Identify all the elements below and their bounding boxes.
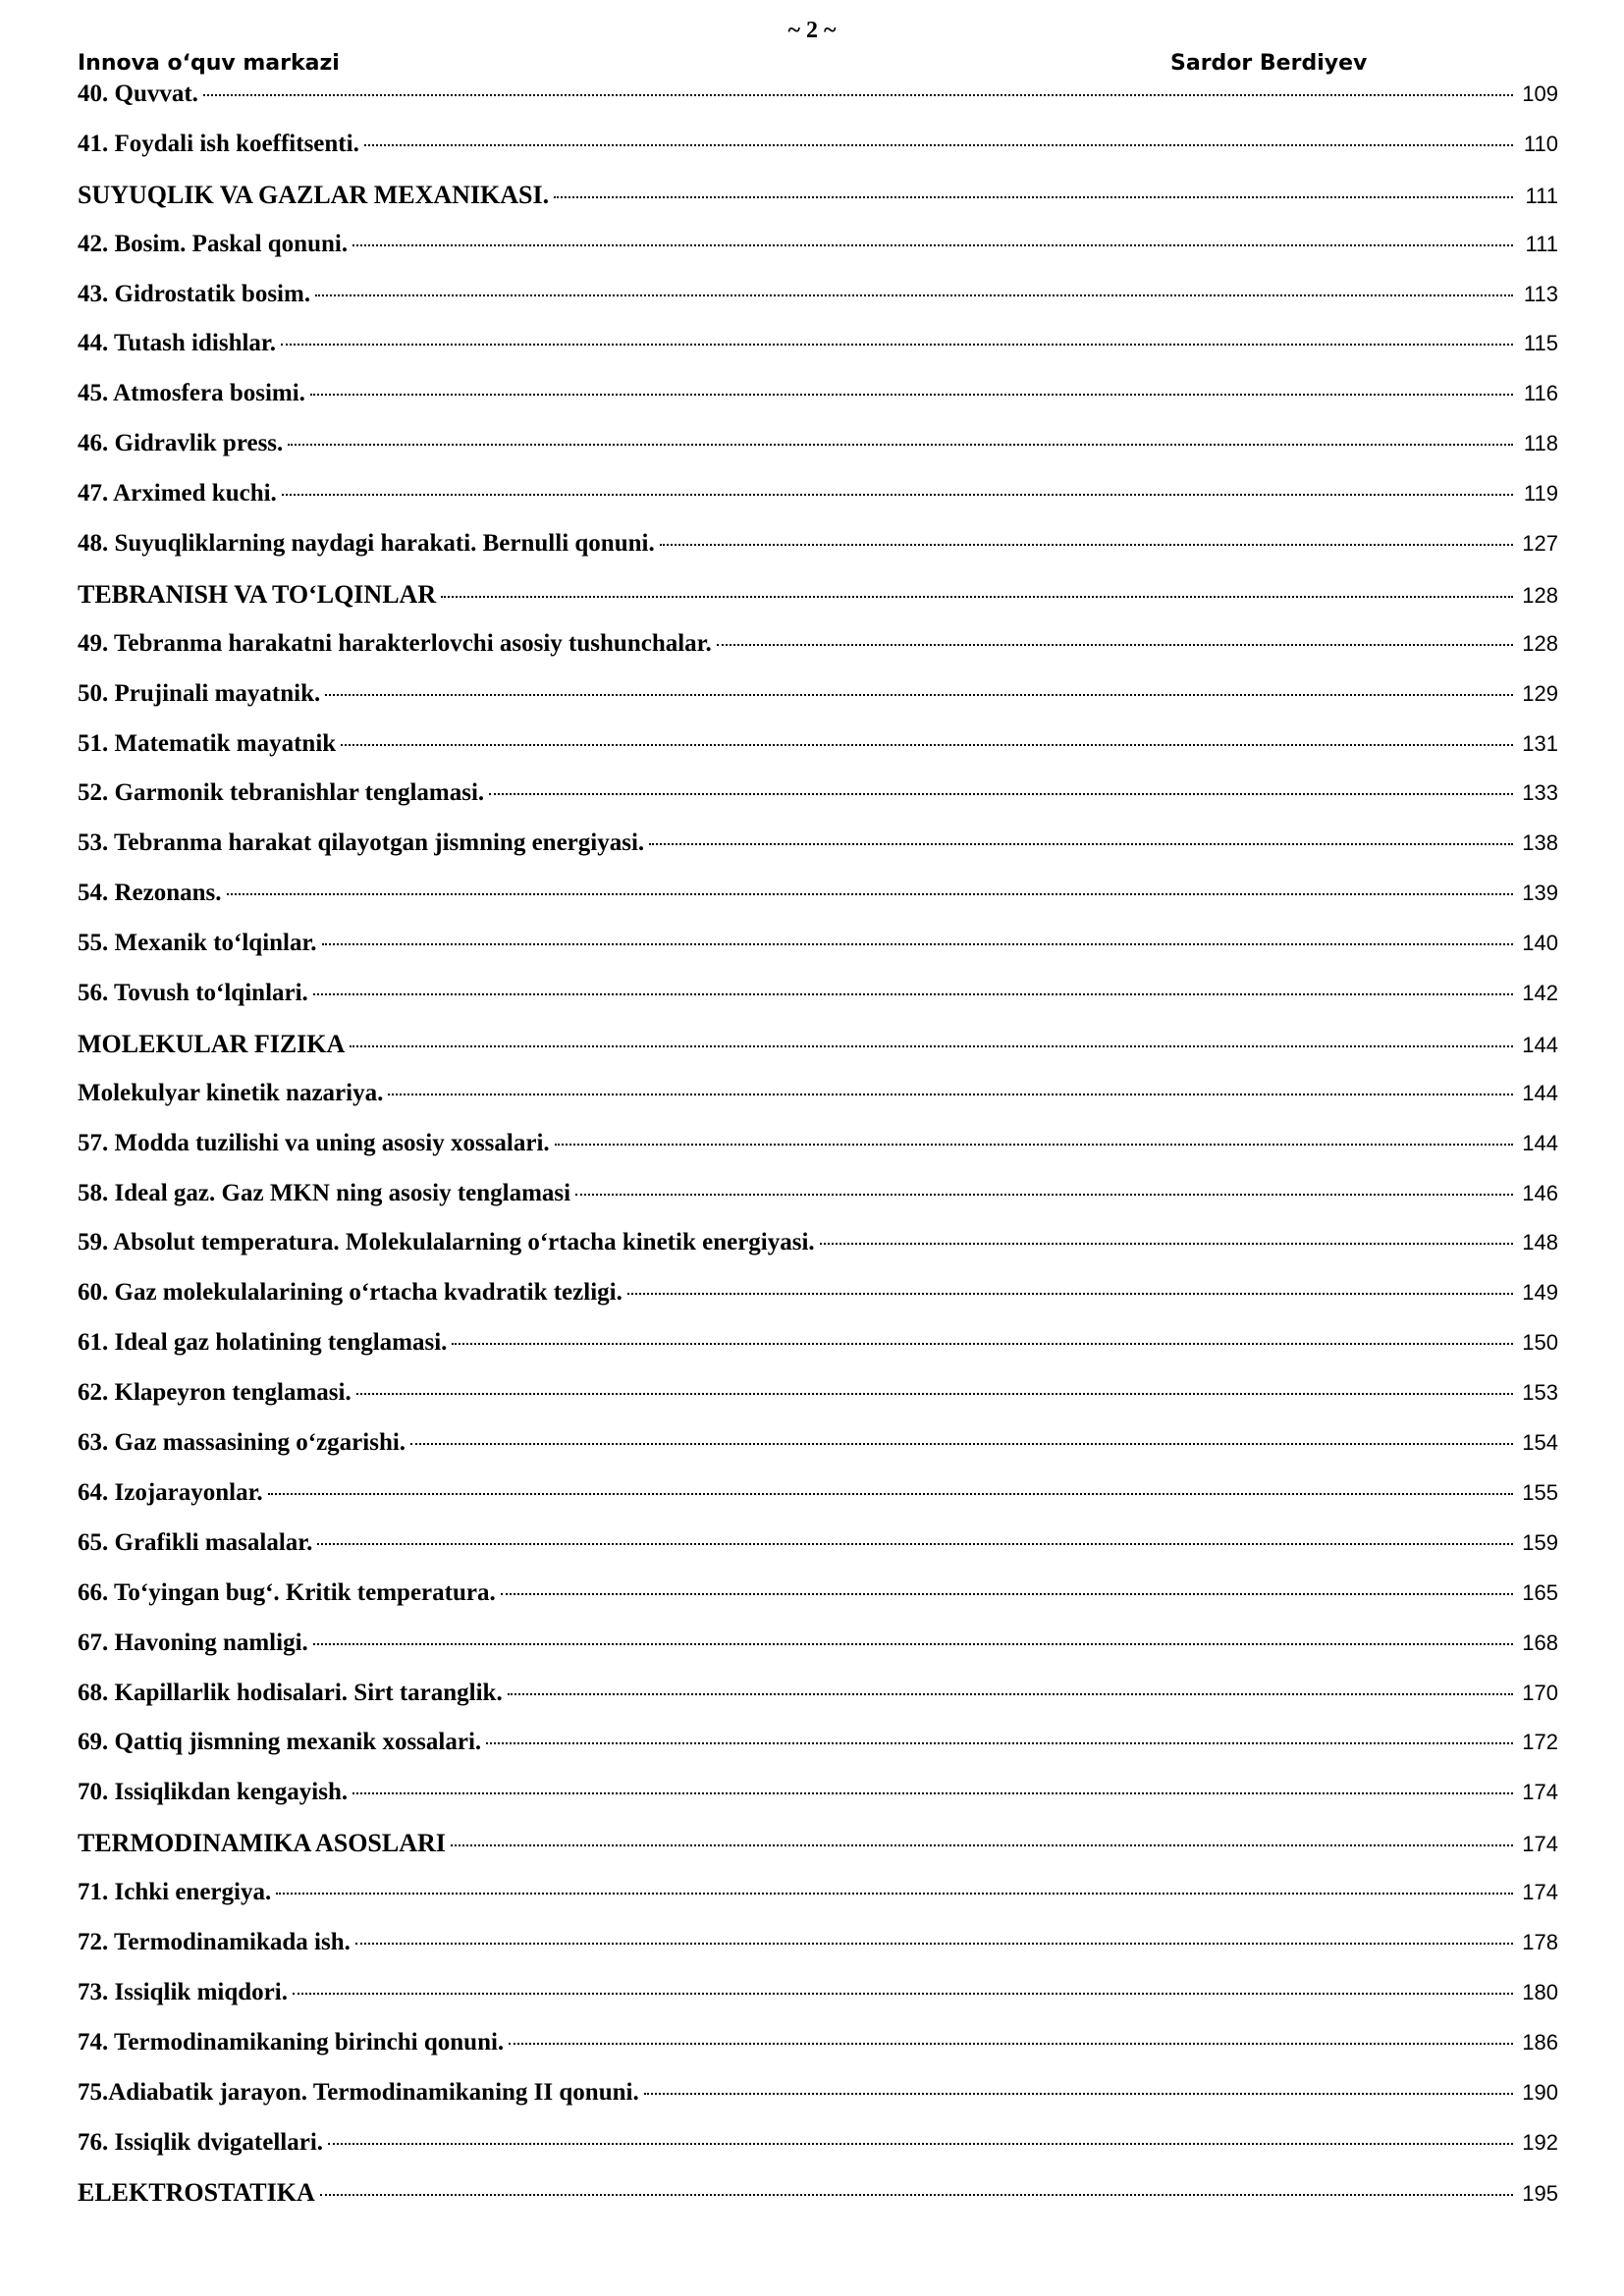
toc-entry-title: 60. Gaz molekulalarining o‘rtacha kvadratik tezligi. [78,1279,625,1307]
dot-leader [315,294,1513,296]
toc-page-number: 174 [1515,1880,1558,1905]
toc-entry[interactable] [78,1130,1558,1180]
toc-entry[interactable] [78,131,1558,181]
dot-leader [281,344,1513,346]
toc-page-number: 119 [1515,481,1558,507]
toc-entry[interactable] [78,1929,1558,1979]
dot-leader [288,444,1513,446]
toc-entry-title: 76. Issiqlik dvigatellari. [78,2129,326,2157]
toc-entry[interactable] [78,330,1558,380]
toc-entry[interactable] [78,1479,1558,1529]
toc-entry-title: Molekulyar kinetik nazariya. [78,1080,386,1107]
toc-entry-title: 74. Termodinamikaning birinchi qonuni. [78,2029,507,2056]
dot-leader [486,1742,1513,1744]
toc-entry[interactable] [78,530,1558,580]
dot-leader [203,94,1513,96]
dot-leader [364,144,1513,146]
toc-entry-title: 47. Arximed kuchi. [78,480,280,507]
dot-leader [320,2194,1513,2196]
toc-entry-title: 49. Tebranma harakatni harakterlovchi asosiy tushunchalar. [78,630,715,658]
toc-entry[interactable] [78,1729,1558,1779]
dot-leader [820,1243,1513,1245]
toc-entry[interactable] [78,730,1558,780]
dot-leader [350,1045,1513,1047]
toc-page-number: 186 [1515,2030,1558,2056]
toc-page-number: 129 [1515,681,1558,707]
toc-entry-title: 71. Ichki energiya. [78,1879,274,1906]
dot-leader [452,1343,1513,1345]
dot-leader [352,1792,1513,1794]
dot-leader [410,1443,1513,1445]
toc-entry[interactable] [78,930,1558,980]
toc-entry-title: 68. Kapillarlik hodisalari. Sirt taranglik. [78,1680,506,1707]
toc-page-number: 140 [1515,931,1558,956]
toc-entry-title: 75.Adiabatik jarayon. Termodinamikaning II qonuni. [78,2079,642,2107]
toc-entry[interactable] [78,1229,1558,1279]
toc-entry-title: 41. Foydali ish koeffitsenti. [78,131,362,158]
toc-page-number: 153 [1515,1380,1558,1406]
toc-entry-title: 66. To‘yingan bug‘. Kritik temperatura. [78,1579,499,1607]
toc-page-number: 178 [1515,1930,1558,1955]
toc-page-number: 195 [1515,2181,1558,2207]
toc-entry-title: 65. Grafikli masalalar. [78,1529,315,1557]
toc-section-title: TEBRANISH VA TO‘LQINLAR [78,580,439,610]
toc-entry-title: 69. Qattiq jismning mexanik xossalari. [78,1729,484,1756]
toc-page-number: 133 [1515,780,1558,806]
toc-entry-title: 52. Garmonik tebranishlar tenglamasi. [78,779,487,807]
dot-leader [508,1693,1513,1695]
toc-page-number: 139 [1515,881,1558,906]
toc-entry-title: 45. Atmosfera bosimi. [78,380,308,407]
dot-leader [341,744,1513,746]
toc-entry[interactable] [78,281,1558,331]
toc-page-number: 146 [1515,1181,1558,1206]
dot-leader [268,1493,1513,1495]
toc-entry[interactable] [78,181,1558,231]
dot-leader [451,1844,1513,1846]
toc-page-number: 149 [1515,1280,1558,1306]
toc-section-title: ELEKTROSTATIKA [78,2178,318,2208]
toc-entry[interactable] [78,1429,1558,1479]
toc-entry-title: 50. Prujinali mayatnik. [78,680,323,708]
toc-entry[interactable] [78,1279,1558,1329]
toc-page-number: 110 [1515,132,1558,157]
toc-entry-title: 48. Suyuqliklarning naydagi harakati. Bernulli qonuni. [78,530,658,558]
toc-entry-title: 63. Gaz massasining o‘zgarishi. [78,1429,408,1457]
toc-page-number: 180 [1515,1980,1558,2005]
toc-page-number: 159 [1515,1530,1558,1556]
toc-page-number: 174 [1515,1780,1558,1805]
toc-page-number: 115 [1515,331,1558,356]
toc-entry[interactable] [78,2029,1558,2079]
toc-entry-title: 57. Modda tuzilishi va uning asosiy xossalari. [78,1130,553,1157]
toc-entry-title: 53. Tebranma harakat qilayotgan jismning energiyasi. [78,829,647,857]
toc-entry[interactable] [78,380,1558,430]
toc-entry[interactable] [78,680,1558,730]
toc-page-number: 128 [1515,631,1558,657]
toc-page-number: 113 [1515,282,1558,307]
dot-leader [554,196,1513,198]
toc-entry-title: 40. Quvvat. [78,80,201,108]
dot-leader [313,993,1513,995]
toc-entry[interactable] [78,1779,1558,1829]
toc-page-number: 142 [1515,981,1558,1006]
toc-entry[interactable] [78,779,1558,829]
toc-page-number: 118 [1515,431,1558,456]
toc-entry-title: 42. Bosim. Paskal qonuni. [78,231,351,258]
dot-leader [356,1393,1513,1395]
dot-leader [328,2143,1513,2145]
dot-leader [325,694,1513,696]
toc-section-title: MOLEKULAR FIZIKA [78,1030,348,1059]
toc-page-number: 111 [1515,232,1558,257]
toc-entry[interactable] [78,630,1558,680]
dot-leader [509,2043,1513,2045]
toc-page-number: 109 [1515,81,1558,107]
dot-leader [322,943,1513,945]
toc-entry-title: 51. Matematik mayatnik [78,730,339,758]
toc-page-number: 127 [1515,531,1558,557]
page-header [0,51,1624,84]
header-author: Sardor Berdiyev [1170,51,1368,76]
toc-entry[interactable] [78,2129,1558,2179]
toc-page-number: 154 [1515,1430,1558,1456]
dot-leader [276,1893,1513,1895]
toc-entry[interactable] [78,1030,1558,1080]
toc-entry[interactable] [78,1829,1558,1879]
toc-entry-title: 73. Issiqlik miqdori. [78,1979,291,2006]
toc-page-number: 138 [1515,830,1558,856]
toc-entry-title: 43. Gidrostatik bosim. [78,281,313,308]
dot-leader [649,843,1513,845]
toc-page-number: 192 [1515,2130,1558,2156]
table-of-contents [78,80,1558,2228]
page-number: ~ 2 ~ [787,18,837,43]
toc-page-number: 190 [1515,2080,1558,2106]
toc-entry[interactable] [78,430,1558,480]
toc-entry[interactable] [78,580,1558,630]
toc-entry[interactable] [78,1379,1558,1429]
toc-entry[interactable] [78,1979,1558,2029]
toc-entry-title: 44. Tutash idishlar. [78,330,279,357]
toc-entry-title: 56. Tovush to‘lqinlari. [78,980,311,1007]
toc-entry[interactable] [78,980,1558,1030]
toc-entry-title: 61. Ideal gaz holatining tenglamasi. [78,1329,450,1357]
toc-page-number: 155 [1515,1480,1558,1506]
dot-leader [717,644,1513,646]
toc-entry-title: 59. Absolut temperatura. Molekulalarning o‘rtacha kinetik energiyasi. [78,1229,818,1256]
toc-entry[interactable] [78,231,1558,281]
dot-leader [388,1094,1513,1095]
toc-page-number: 172 [1515,1730,1558,1755]
toc-page-number: 148 [1515,1230,1558,1255]
toc-section-title: SUYUQLIK VA GAZLAR MEXANIKASI. [78,181,552,210]
dot-leader [555,1144,1513,1146]
dot-leader [293,1993,1513,1995]
dot-leader [575,1194,1513,1196]
dot-leader [227,893,1513,895]
toc-page-number: 131 [1515,731,1558,757]
dot-leader [644,2093,1513,2095]
toc-entry-title: 55. Mexanik to‘lqinlar. [78,930,320,957]
toc-page-number: 150 [1515,1330,1558,1356]
toc-page-number: 168 [1515,1630,1558,1656]
toc-entry[interactable] [78,2079,1558,2129]
toc-page-number: 170 [1515,1681,1558,1706]
toc-page-number: 111 [1515,184,1558,209]
toc-entry-title: 46. Gidravlik press. [78,430,286,457]
dot-leader [352,244,1513,246]
header-organization: Innova o‘quv markazi [78,51,340,76]
toc-entry[interactable] [78,829,1558,880]
toc-entry[interactable] [78,1329,1558,1379]
dot-leader [501,1593,1513,1595]
toc-entry[interactable] [78,2178,1558,2228]
toc-page-number: 116 [1515,381,1558,406]
toc-entry[interactable] [78,1879,1558,1929]
dot-leader [317,1543,1513,1545]
dot-leader [282,494,1513,496]
toc-entry[interactable] [78,1529,1558,1579]
toc-entry[interactable] [78,1579,1558,1629]
dot-leader [627,1293,1513,1295]
dot-leader [355,1943,1513,1945]
dot-leader [489,793,1513,795]
toc-page-number: 165 [1515,1580,1558,1606]
toc-entry-title: 70. Issiqlikdan kengayish. [78,1779,351,1806]
toc-entry[interactable] [78,1180,1558,1230]
toc-section-title: TERMODINAMIKA ASOSLARI [78,1829,449,1858]
dot-leader [660,544,1513,546]
toc-entry[interactable] [78,1629,1558,1680]
toc-entry-title: 62. Klapeyron tenglamasi. [78,1379,354,1407]
toc-entry-title: 58. Ideal gaz. Gaz MKN ning asosiy tenglamasi [78,1180,573,1207]
toc-entry-title: 67. Havoning namligi. [78,1629,311,1657]
toc-entry[interactable] [78,880,1558,930]
toc-entry[interactable] [78,1080,1558,1130]
toc-entry[interactable] [78,1680,1558,1730]
toc-entry-title: 72. Termodinamikada ish. [78,1929,353,1956]
toc-entry-title: 54. Rezonans. [78,880,225,907]
toc-page-number: 174 [1515,1832,1558,1857]
toc-page-number: 144 [1515,1131,1558,1156]
toc-entry-title: 64. Izojarayonlar. [78,1479,266,1507]
toc-entry[interactable] [78,480,1558,530]
dot-leader [310,394,1513,396]
toc-page-number: 144 [1515,1081,1558,1106]
toc-page-number: 128 [1515,583,1558,609]
dot-leader [441,596,1513,598]
toc-entry[interactable] [78,80,1558,131]
dot-leader [313,1643,1513,1645]
toc-page-number: 144 [1515,1033,1558,1058]
